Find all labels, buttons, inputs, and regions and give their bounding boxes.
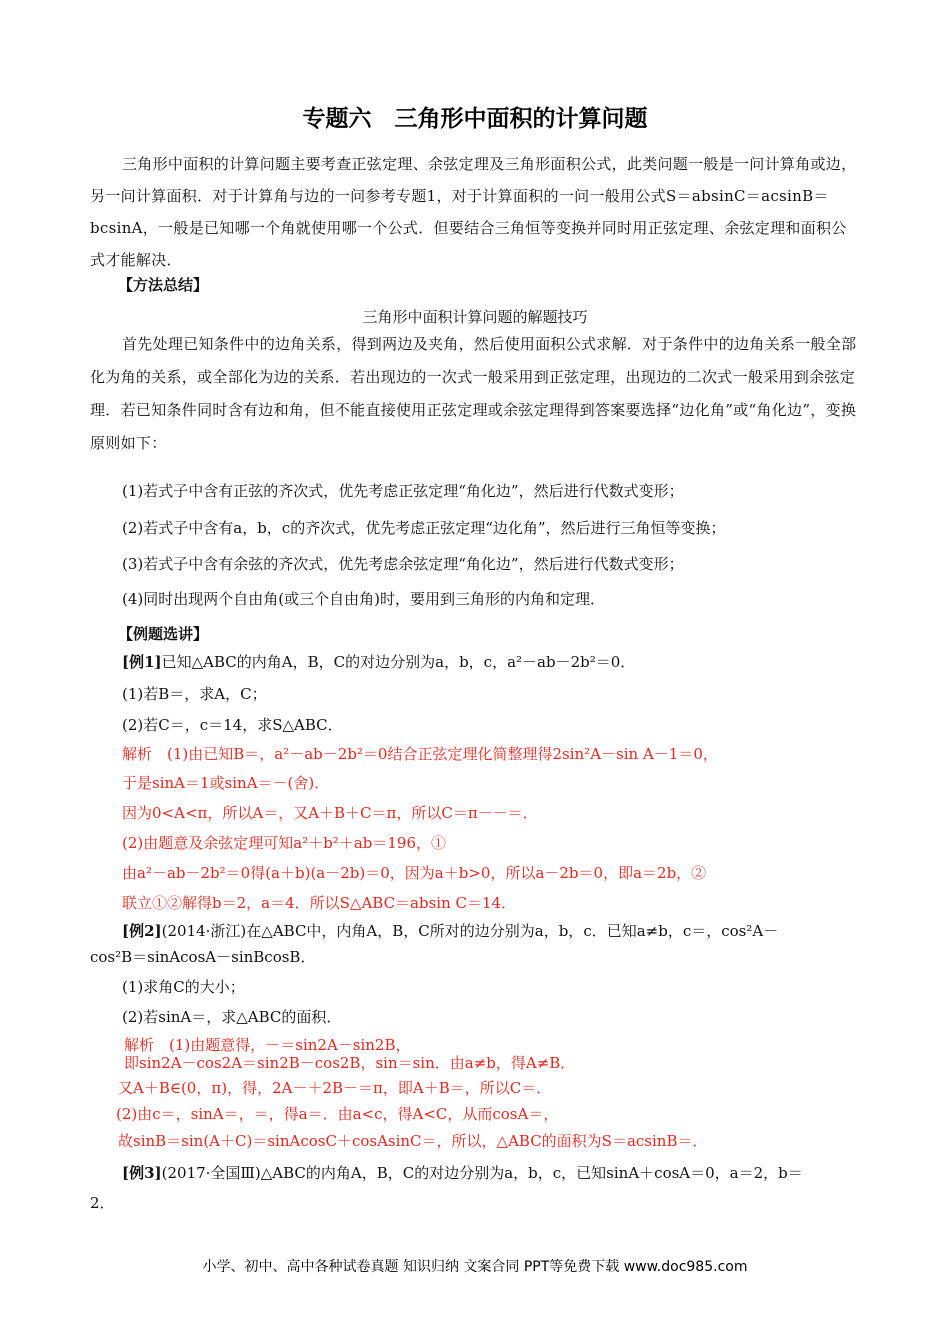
example-2-part-2: (2)若sinA＝，求△ABC的面积． xyxy=(122,1008,342,1026)
example-2-label: [例2] xyxy=(122,922,162,940)
example-2-part-1: (1)求角C的大小； xyxy=(122,978,245,996)
example-2-solution-1: 解析 (1)由题意得，－＝sin2A－sin2B， xyxy=(124,1036,411,1054)
method-heading: 【方法总结】 xyxy=(118,276,209,294)
example-1-solution-2: 于是sinA＝1或sinA＝－(舍)． xyxy=(122,774,330,792)
example-1-solution-5: 由a²－ab－2b²＝0得(a＋b)(a－2b)＝0，因为a＋b>0，所以a－2b＝0，即a＝2b，② xyxy=(122,864,707,882)
footer-text: 小学、初中、高中各种试卷真题 知识归纳 文案合同 PPT等免费下载 www.doc985.com xyxy=(202,1259,748,1275)
example-1-label: [例1] xyxy=(122,653,162,671)
method-subtitle: 三角形中面积计算问题的解题技巧 xyxy=(362,308,588,326)
example-1-solution-6: 联立①②解得b＝2，a＝4．所以S△ABC＝absin C＝14． xyxy=(122,894,517,912)
example-2-solution-3: 又A＋B∈(0，π)，得，2A－＋2B－＝π，即A＋B＝，所以C＝． xyxy=(118,1079,552,1097)
page-title: 专题六 三角形中面积的计算问题 xyxy=(302,106,648,132)
example-1-part-2: (2)若C＝，c＝14，求S△ABC． xyxy=(122,716,343,734)
example-2-solution-2: 即sin2A－cos2A＝sin2B－cos2B，sin＝sin．由a≠b，得A≠B． xyxy=(124,1054,576,1072)
example-2-question xyxy=(122,920,778,941)
example-1-solution-1: 解析 (1)由已知B＝，a²－ab－2b²＝0结合正弦定理化简整理得2sin²A－sin A－1＝0， xyxy=(122,745,718,763)
example-1-text: 已知△ABC的内角A，B，C的对边分别为a，b，c，a²－ab－2b²＝0． xyxy=(161,653,636,671)
example-3-question xyxy=(122,1162,803,1183)
intro-paragraph: 三角形中面积的计算问题主要考查正弦定理、余弦定理及三角形面积公式，此类问题一般是一问计算角或边，另一问计算面积．对于计算角与边的一问参考专题1，对于计算面积的一问一般用公式S＝absinC＝acsinB＝bcsinA，一般是已知哪一个角就使用哪一个公式．但要结合三角恒等变换并同时用正弦定理、余弦定理和面积公式才能解决． xyxy=(90,155,857,269)
examples-heading: 【例题选讲】 xyxy=(118,625,209,643)
rule-4: (4)同时出现两个自由角(或三个自由角)时，要用到三角形的内角和定理． xyxy=(122,590,605,608)
example-1-solution-3: 因为0<A<π，所以A＝，又A＋B＋C＝π，所以C＝π－－＝． xyxy=(122,804,538,822)
method-paragraph: 首先处理已知条件中的边角关系，得到两边及夹角，然后使用面积公式求解．对于条件中的边角关系一般全部化为角的关系，或全部化为边的关系．若出现边的一次式一般采用到正弦定理，出现边的二次式一般采用到余弦定理．若已知条件同时含有边和角，但不能直接使用正弦定理或余弦定理得到答案要选择“边化角”或“角化边”，变换原则如下： xyxy=(90,335,857,452)
example-2-text: (2014·浙江)在△ABC中，内角A，B，C所对的边分别为a，b，c．已知a≠b，c＝，cos²A－ xyxy=(161,922,779,940)
example-1-question xyxy=(122,651,635,672)
example-1-solution-4: (2)由题意及余弦定理可知a²＋b²＋ab＝196，① xyxy=(122,834,446,852)
example-3-label: [例3] xyxy=(122,1164,162,1182)
rule-3: (3)若式子中含有余弦的齐次式，优先考虑余弦定理“角化边”，然后进行代数式变形； xyxy=(122,555,684,573)
example-2-solution-5: 故sinB＝sin(A＋C)＝sinAcosC＋cosAsinC＝，所以，△ABC的面积为S＝acsinB＝． xyxy=(118,1132,708,1150)
example-3-text: (2017·全国Ⅲ)△ABC的内角A，B，C的对边分别为a，b，c，已知sinA＋cosA＝0，a＝2，b＝ xyxy=(161,1164,803,1182)
rule-1: (1)若式子中含有正弦的齐次式，优先考虑正弦定理“角化边”，然后进行代数式变形； xyxy=(122,482,684,500)
example-2-question-cont: cos²B＝sinAcosA－sinBcosB． xyxy=(90,948,316,966)
example-1-part-1: (1)若B＝，求A，C； xyxy=(122,685,267,703)
rule-2: (2)若式子中含有a，b，c的齐次式，优先考虑正弦定理“边化角”，然后进行三角恒等变换； xyxy=(122,519,726,537)
example-2-solution-4: (2)由c＝，sinA＝，＝，得a＝．由a<c，得A<C，从而cosA＝， xyxy=(116,1105,559,1123)
example-3-question-cont: 2． xyxy=(90,1194,115,1212)
